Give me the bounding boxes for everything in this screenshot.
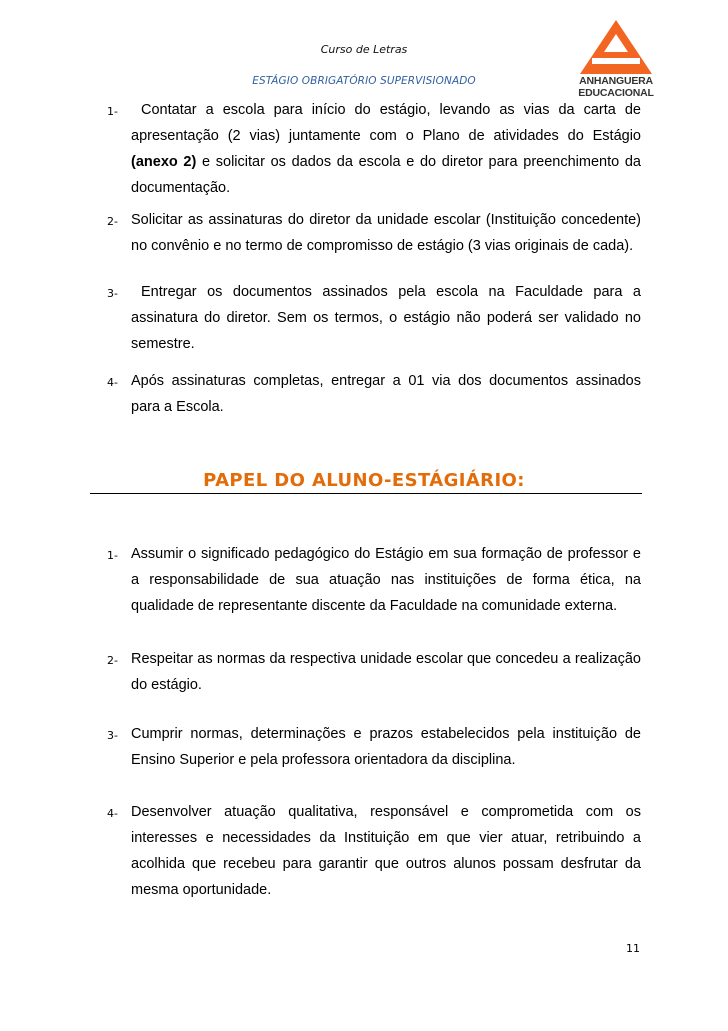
list-item-text-part: Contatar a escola para início do estágio, levando as vias da carta de apresentação (2 vias) juntamente com o Plano de atividades do Estágio — [131, 102, 641, 144]
list-item-text: Respeitar as normas da respectiva unidade escolar que concedeu a realização do estágio. — [131, 651, 641, 693]
list-item-text-part: e solicitar os dados da escola e do diretor para preenchimento da documentação. — [131, 154, 641, 196]
list-number: 1- — [107, 105, 118, 118]
list-number: 3- — [107, 729, 118, 742]
list-item-text: Solicitar as assinaturas do diretor da unidade escolar (Instituição concedente) no convênio e no termo de compromisso de estágio (3 vias originais de cada). — [131, 212, 641, 254]
page-number: 11 — [626, 942, 640, 955]
list-number: 2- — [107, 654, 118, 667]
anhanguera-logo — [578, 18, 654, 102]
list-item-text: Cumprir normas, determinações e prazos estabelecidos pela instituição de Ensino Superior e pela professora orientadora da disciplina. — [131, 726, 641, 768]
section-title: PAPEL DO ALUNO-ESTÁGIÁRIO: — [203, 470, 525, 491]
triangle-logo-icon — [578, 18, 654, 76]
list-item-text: Após assinaturas completas, entregar a 01 via dos documentos assinados para a Escola. — [131, 373, 641, 415]
list-number: 3- — [107, 287, 118, 300]
logo-text-line2: EDUCACIONAL — [578, 87, 654, 99]
list-number: 4- — [107, 376, 118, 389]
list-number: 2- — [107, 215, 118, 228]
list-number: 1- — [107, 549, 118, 562]
annex-reference: (anexo 2) — [131, 154, 197, 170]
list-number: 4- — [107, 807, 118, 820]
header-subtitle: ESTÁGIO OBRIGATÓRIO SUPERVISIONADO — [252, 75, 476, 87]
logo-text-line1: ANHANGUERA — [579, 75, 653, 87]
header-course: Curso de Letras — [320, 43, 408, 56]
section-divider — [90, 493, 642, 494]
list-item-text: Assumir o significado pedagógico do Estágio em sua formação de professor e a responsabilidade de sua atuação nas instituições de forma ética, na qualidade de representante discente da Faculdade na comunidade externa. — [131, 546, 641, 614]
list-item-text: Entregar os documentos assinados pela escola na Faculdade para a assinatura do diretor. Sem os termos, o estágio não poderá ser validado no semestre. — [131, 284, 641, 352]
list-item-text — [131, 97, 641, 201]
list-item-text: Desenvolver atuação qualitativa, responsável e comprometida com os interesses e necessidades da Instituição em que vier atuar, retribuindo a acolhida que recebeu para garantir que outros alunos possam desfrutar da mesma oportunidade. — [131, 804, 641, 898]
